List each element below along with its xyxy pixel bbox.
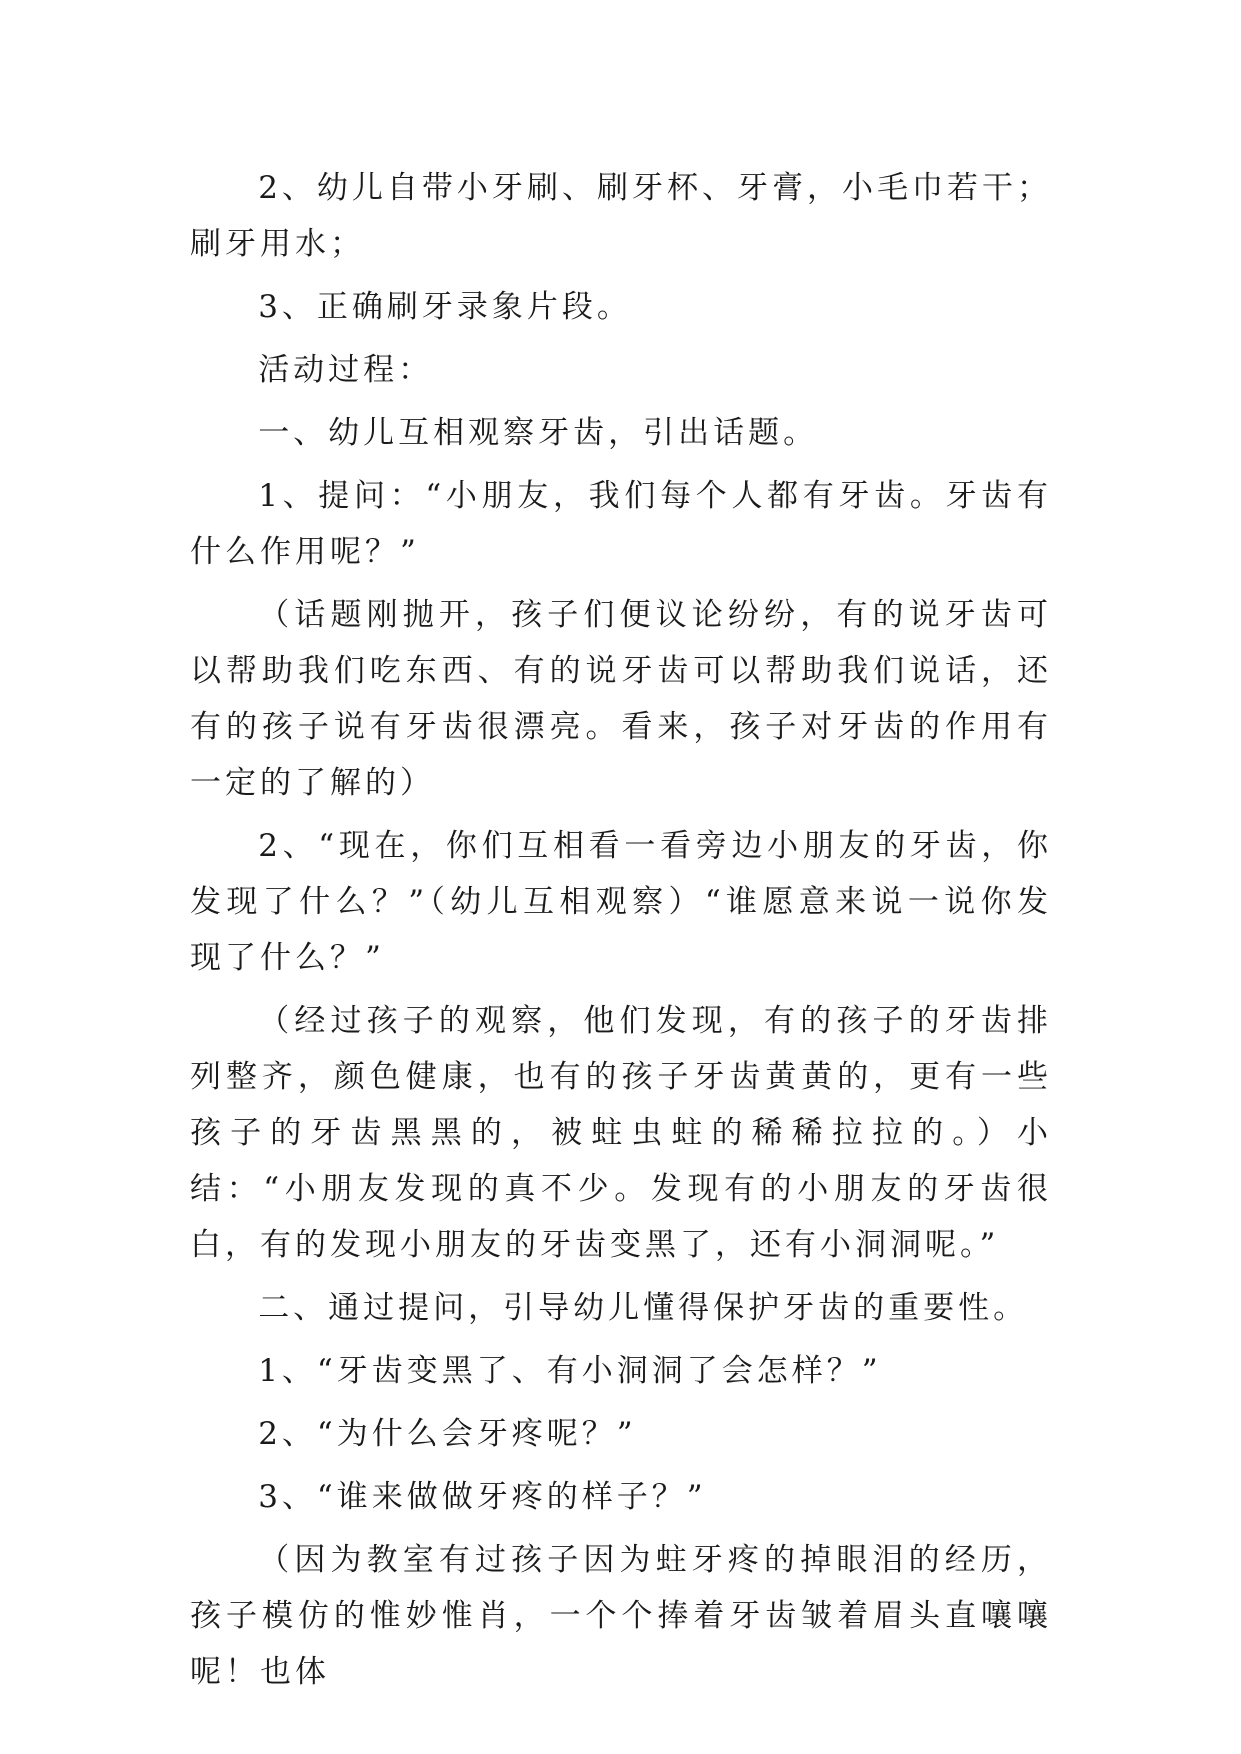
- section-heading-process: 活动过程：: [258, 352, 434, 388]
- paragraph-materials-3: 3、正确刷牙录象片段。: [258, 289, 632, 325]
- paragraph-note-1: （话题刚抛开，孩子们便议论纷纷，有的说牙齿可以帮助我们吃东西、有的说牙齿可以帮助我们说话，还有的孩子说有牙齿很漂亮。看来，孩子对牙齿的作用有一定的了解的）: [190, 597, 1052, 801]
- document-body: [190, 160, 1052, 1707]
- paragraph-note-2: （经过孩子的观察，他们发现，有的孩子的牙齿排列整齐，颜色健康，也有的孩子牙齿黄黄的，更有一些孩子的牙齿黑黑的，被蛀虫蛀的稀稀拉拉的。）小结：“小朋友发现的真不少。发现有的小朋友的牙齿很白，有的发现小朋友的牙齿变黑了，还有小洞洞呢。”: [190, 1003, 1052, 1263]
- paragraph-question-3: 1、“牙齿变黑了、有小洞洞了会怎样？”: [258, 1353, 882, 1389]
- paragraph-question-1: 1、提问：“小朋友，我们每个人都有牙齿。牙齿有什么作用呢？”: [190, 478, 1052, 570]
- paragraph-question-4: 2、“为什么会牙疼呢？”: [258, 1416, 637, 1452]
- paragraph-question-5: 3、“谁来做做牙疼的样子？”: [258, 1479, 707, 1515]
- paragraph-question-2: 2、“现在，你们互相看一看旁边小朋友的牙齿，你发现了什么？”（幼儿互相观察）“谁愿意来说一说你发现了什么？”: [190, 828, 1052, 976]
- paragraph-note-3: （因为教室有过孩子因为蛀牙疼的掉眼泪的经历，孩子模仿的惟妙惟肖，一个个捧着牙齿皱着眉头直嚷嚷呢！也体: [190, 1542, 1052, 1690]
- paragraph-materials-2: 2、幼儿自带小牙刷、刷牙杯、牙膏，小毛巾若干；刷牙用水；: [190, 170, 1052, 262]
- section-heading-part-2: 二、通过提问，引导幼儿懂得保护牙齿的重要性。: [258, 1290, 1029, 1326]
- section-heading-part-1: 一、幼儿互相观察牙齿，引出话题。: [258, 415, 819, 451]
